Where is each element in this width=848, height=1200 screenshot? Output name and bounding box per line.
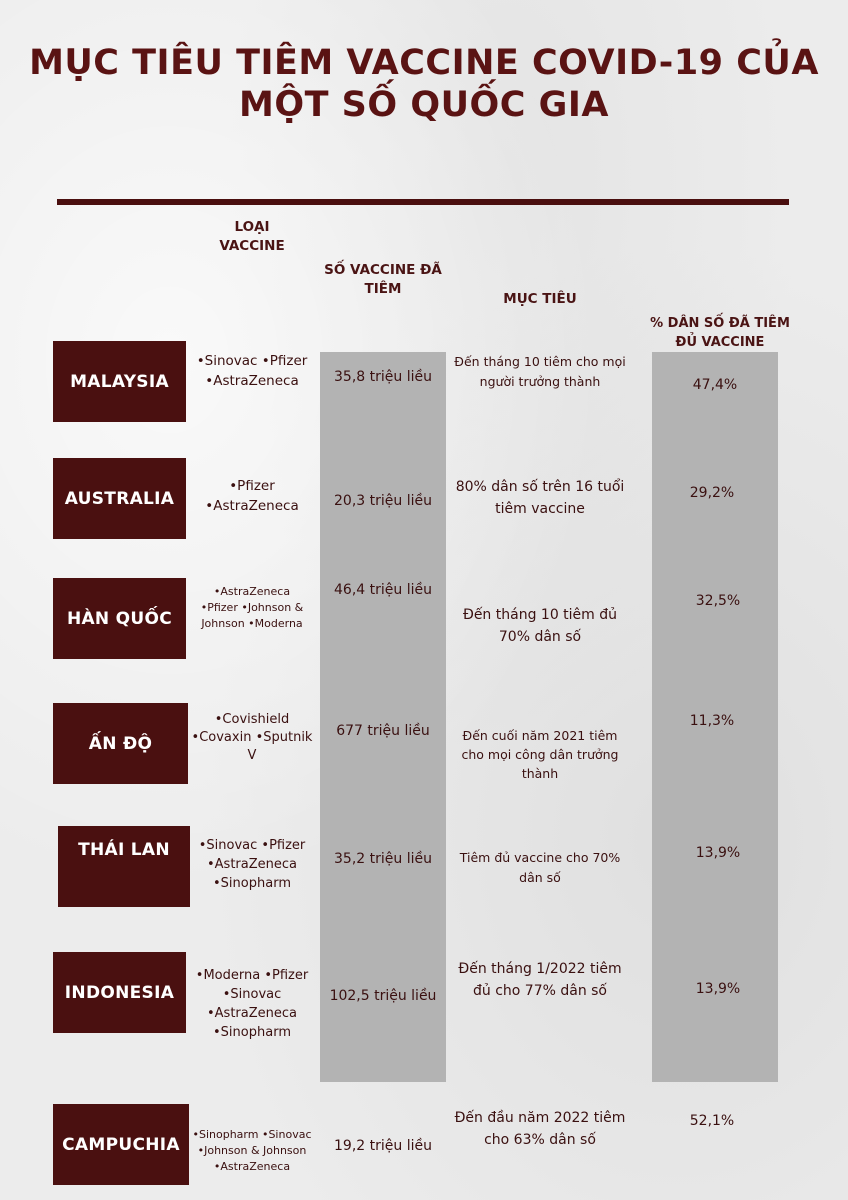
country-label: THÁI LAN — [58, 826, 190, 907]
header-percent-line2: ĐỦ VACCINE — [675, 335, 765, 350]
header-goal — [470, 290, 610, 309]
vaccine-list — [188, 966, 316, 1042]
goal-text — [448, 352, 632, 392]
vaccine-item: •Sinovac — [222, 987, 282, 1002]
percent-value: 32,5% — [695, 593, 741, 609]
vaccine-item: •Covaxin •Sputnik — [191, 730, 313, 745]
goal-line: đủ cho 77% dân số — [472, 983, 607, 999]
goal-line: Đến tháng 10 tiêm đủ — [462, 607, 618, 623]
doses-value: 20,3 triệu liều — [334, 493, 432, 509]
title-line-1: MỤC TIÊU TIÊM VACCINE COVID-19 CỦA — [29, 43, 819, 83]
vaccine-item: •Sinopharm — [213, 1025, 291, 1040]
goal-line: cho mọi công dân trưởng — [461, 747, 619, 762]
doses-value: 35,2 triệu liều — [334, 851, 432, 867]
header-goal-text: MỤC TIÊU — [503, 291, 577, 307]
goal-line: cho 63% dân số — [484, 1132, 596, 1148]
country-label: INDONESIA — [53, 952, 186, 1033]
title-divider — [57, 199, 789, 205]
vaccine-item: •AstraZeneca — [205, 373, 299, 389]
doses-value: 46,4 triệu liều — [334, 582, 432, 598]
doses-value: 102,5 triệu liều — [329, 988, 437, 1004]
header-vaccine-type-line2: VACCINE — [219, 238, 285, 254]
doses-value: 35,8 triệu liều — [334, 369, 432, 385]
percent-value: 13,9% — [695, 845, 741, 861]
goal-line: Đến tháng 10 tiêm cho mọi — [454, 354, 626, 369]
goal-text — [448, 958, 632, 1002]
percent-value: 52,1% — [689, 1113, 735, 1129]
header-vaccine-type-line1: LOẠI — [234, 219, 270, 235]
goal-text — [448, 604, 632, 648]
percent-value: 13,9% — [695, 981, 741, 997]
country-label: AUSTRALIA — [53, 458, 186, 539]
header-doses-line1: SỐ VACCINE ĐÃ — [324, 262, 442, 278]
vaccine-item: •AstraZeneca — [207, 1006, 297, 1021]
vaccine-list — [188, 836, 316, 893]
header-percent — [634, 314, 806, 352]
percent-value: 11,3% — [689, 713, 735, 729]
goal-text — [448, 1107, 632, 1151]
goal-line: 80% dân số trên 16 tuổi — [455, 479, 625, 495]
goal-line: Đến đầu năm 2022 tiêm — [454, 1110, 626, 1126]
header-doses-line2: TIÊM — [364, 281, 402, 297]
goal-text — [448, 476, 632, 520]
vaccine-item: Johnson •Moderna — [201, 617, 303, 630]
vaccine-item: •Johnson & Johnson — [197, 1144, 307, 1157]
country-label: ẤN ĐỘ — [53, 703, 188, 784]
country-label: HÀN QUỐC — [53, 578, 186, 659]
header-vaccine-type — [192, 218, 312, 256]
goal-line: dân số — [519, 870, 561, 885]
vaccine-list — [186, 1127, 318, 1175]
vaccine-item: •Sinopharm — [213, 876, 291, 891]
goal-line: người trưởng thành — [479, 374, 601, 389]
goal-line: thành — [521, 766, 559, 781]
vaccine-list — [188, 711, 316, 765]
header-percent-line1: % DÂN SỐ ĐÃ TIÊM — [650, 316, 790, 331]
vaccine-item: •AstraZeneca — [213, 1160, 291, 1173]
vaccine-item: •Pfizer •Johnson & — [200, 601, 304, 614]
goal-line: Đến cuối năm 2021 tiêm — [462, 728, 618, 743]
goal-line: 70% dân số — [498, 629, 582, 645]
goal-text — [448, 726, 632, 783]
goal-line: Tiêm đủ vaccine cho 70% — [459, 850, 621, 865]
vaccine-list — [188, 476, 316, 516]
title-line-2: MỘT SỐ QUỐC GIA — [239, 85, 609, 125]
vaccine-item: •Covishield — [214, 712, 290, 727]
vaccine-item: •AstraZeneca — [207, 857, 297, 872]
vaccine-item: •Sinovac •Pfizer — [196, 353, 308, 369]
vaccine-item: •AstraZeneca — [205, 498, 299, 514]
vaccine-item: •Sinopharm •Sinovac — [192, 1128, 312, 1141]
vaccine-item: •AstraZeneca — [213, 585, 291, 598]
vaccine-item: V — [247, 748, 257, 763]
goal-text — [448, 848, 632, 888]
page-title — [20, 42, 828, 126]
vaccine-list — [188, 351, 316, 391]
header-doses — [312, 261, 454, 299]
doses-value: 19,2 triệu liều — [334, 1138, 432, 1154]
goal-line: Đến tháng 1/2022 tiêm — [458, 961, 622, 977]
country-label: MALAYSIA — [53, 341, 186, 422]
vaccine-item: •Sinovac •Pfizer — [198, 838, 306, 853]
vaccine-list — [188, 584, 316, 632]
percent-value: 47,4% — [692, 377, 738, 393]
vaccine-item: •Pfizer — [229, 478, 275, 494]
doses-column-background — [320, 352, 446, 1082]
goal-line: tiêm vaccine — [495, 501, 585, 517]
percent-value: 29,2% — [689, 485, 735, 501]
country-label: CAMPUCHIA — [53, 1104, 189, 1185]
vaccine-item: •Moderna •Pfizer — [195, 968, 309, 983]
doses-value: 677 triệu liều — [336, 723, 430, 739]
